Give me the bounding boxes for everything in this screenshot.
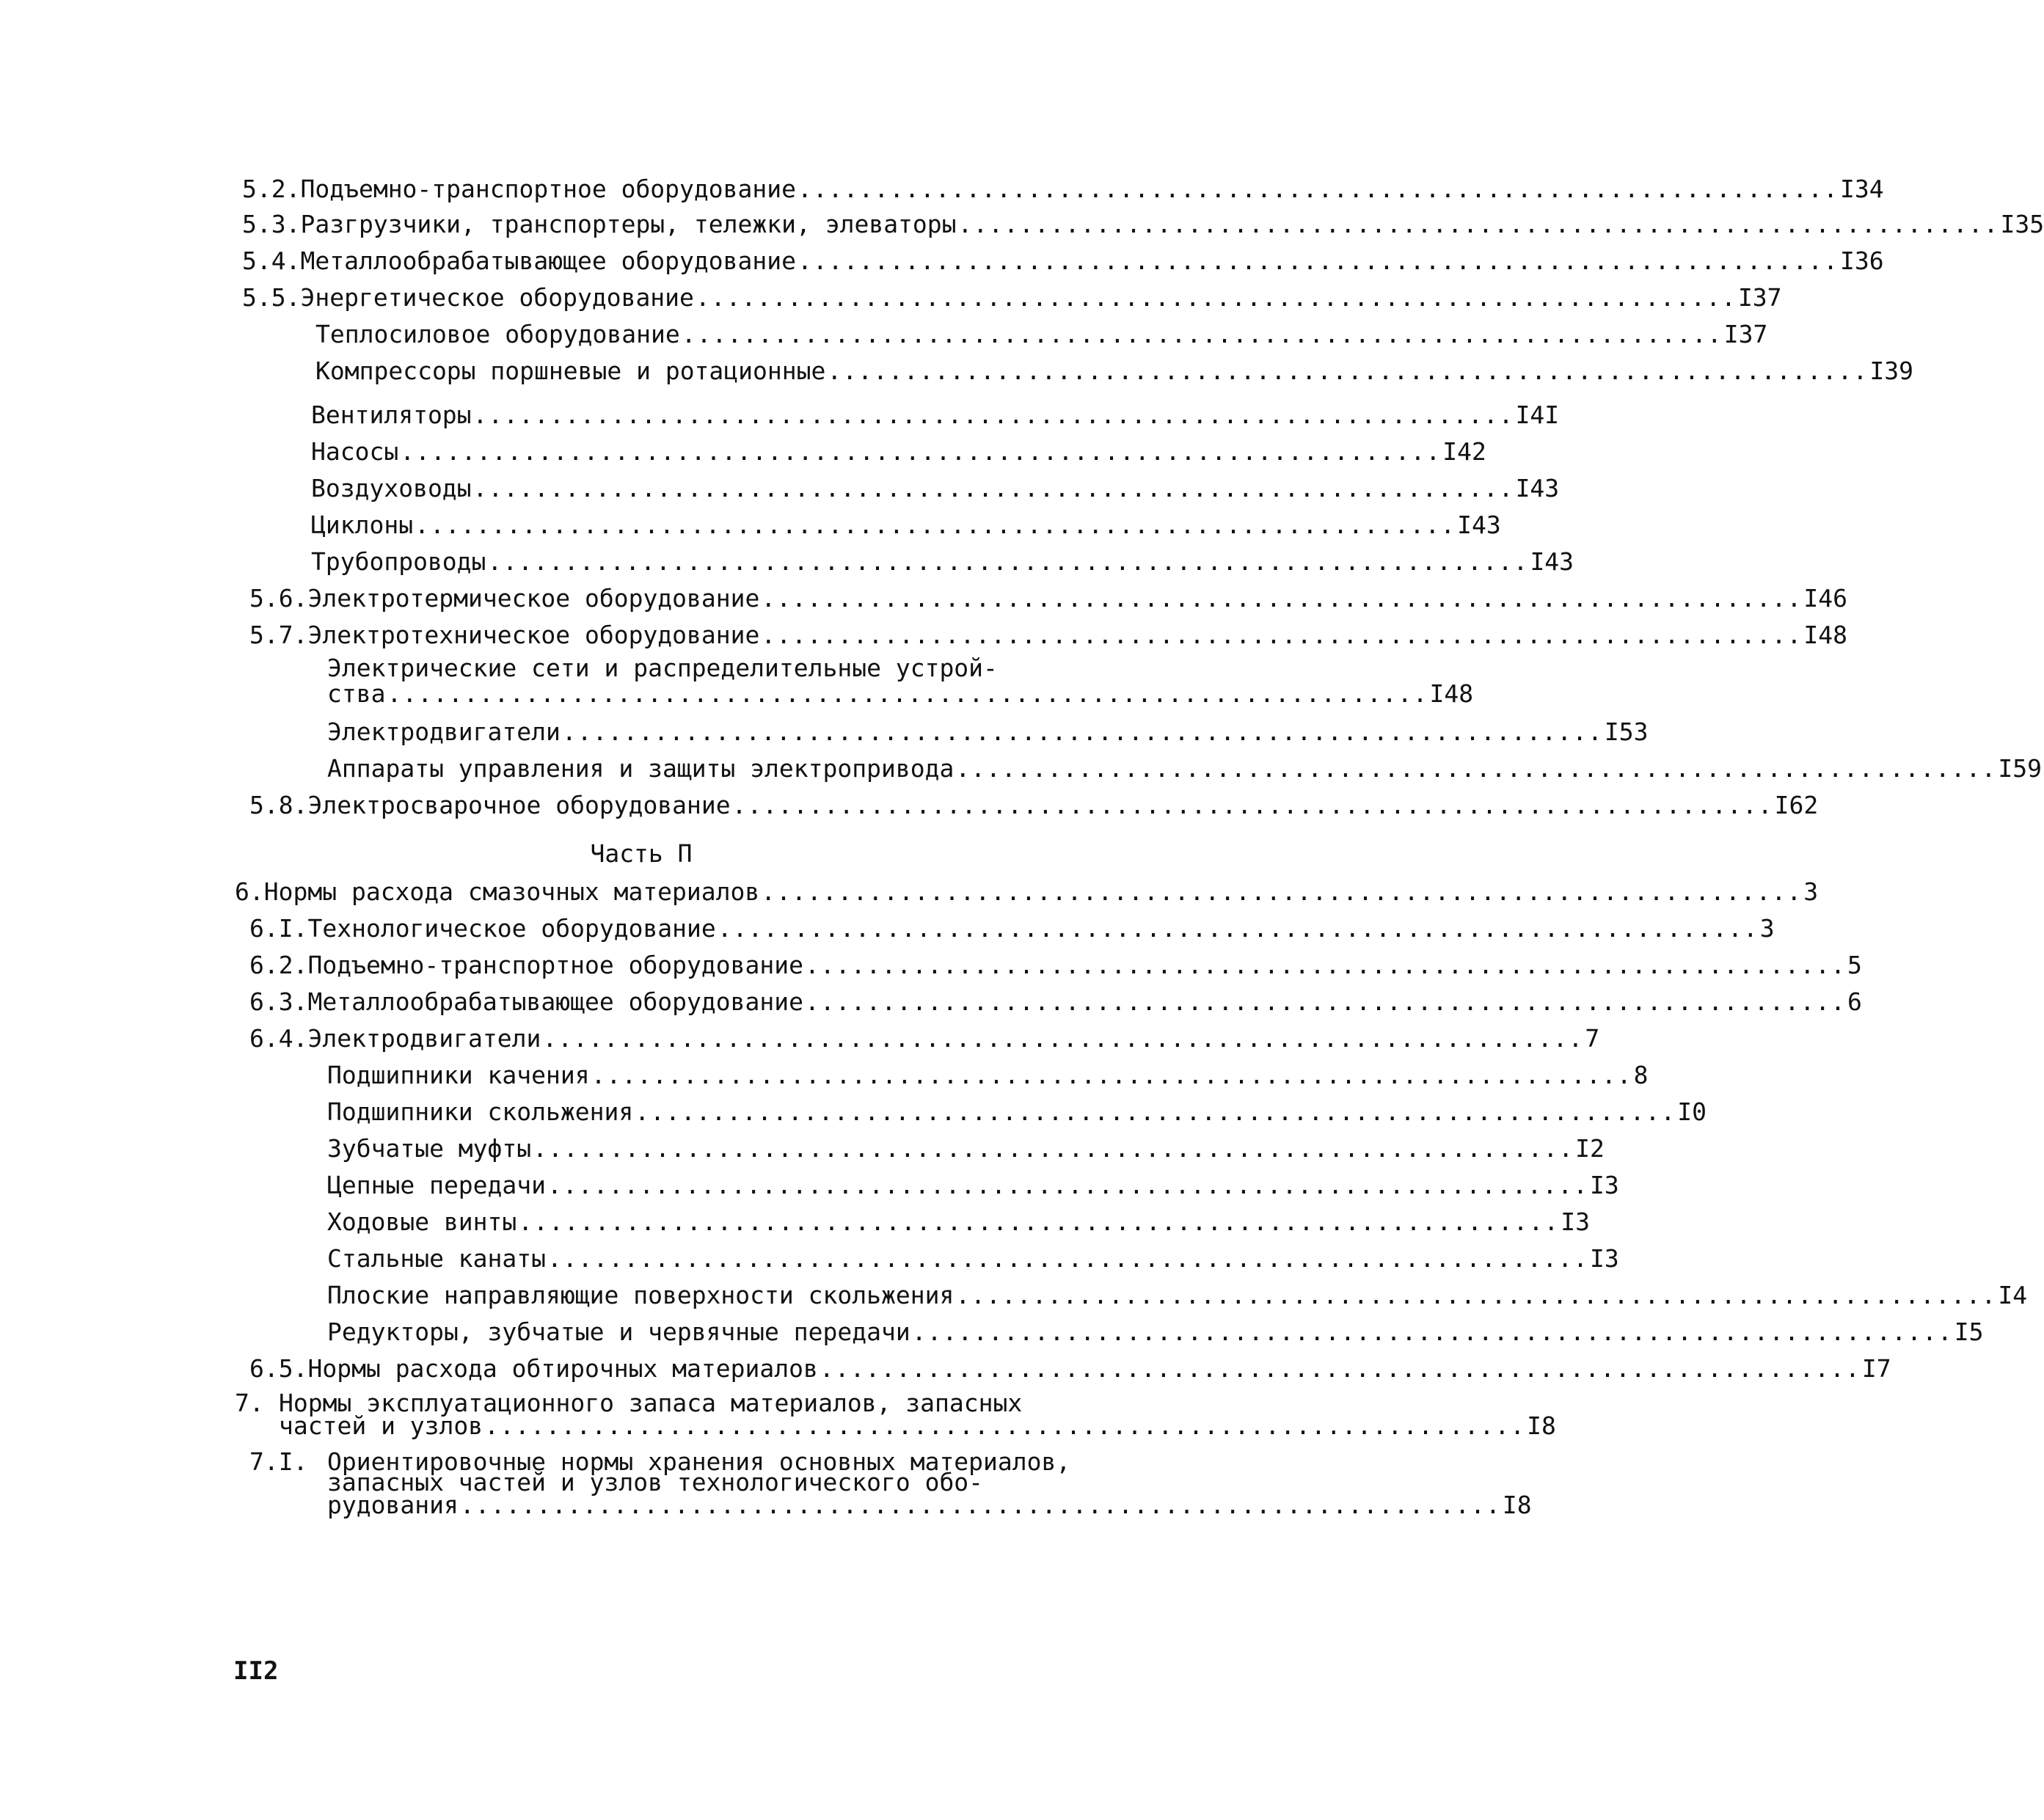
dot-leader: .................................................................... xyxy=(387,679,1428,708)
toc-entry xyxy=(311,547,1574,577)
toc-entry-number: 5.2. xyxy=(242,175,301,203)
toc-entry-page: 3 xyxy=(1759,914,1775,943)
toc-entry-page: I39 xyxy=(1869,357,1913,385)
toc-entry-number: 6.I. xyxy=(249,914,308,943)
toc-entry-title-continued: запасных частей и узлов технологического обо- xyxy=(327,1468,984,1496)
toc-entry-title: Энергетическое оборудование xyxy=(300,283,694,312)
toc-entry-page: I3 xyxy=(1561,1207,1591,1236)
toc-entry-number: 6. xyxy=(235,877,264,906)
page-number: II2 xyxy=(233,1656,279,1686)
toc-entry-page: I37 xyxy=(1723,320,1768,348)
toc-entry-page: I34 xyxy=(1840,175,1884,203)
toc-entry-title-continued: ства xyxy=(327,679,386,708)
toc-entry xyxy=(242,283,1782,313)
part-heading: Часть П xyxy=(590,839,693,868)
toc-entry-page: I46 xyxy=(1803,584,1848,613)
toc-entry xyxy=(327,1061,1649,1090)
toc-entry-number: 5.3. xyxy=(242,210,301,238)
dot-leader: .................................................................... xyxy=(472,474,1514,502)
dot-leader: .................................................................... xyxy=(805,951,1847,979)
dot-leader: .................................................................... xyxy=(957,210,1999,238)
toc-entry xyxy=(315,357,1913,386)
dot-leader: .................................................................... xyxy=(797,246,1839,275)
toc-entry xyxy=(327,1097,1707,1127)
dot-leader: .................................................................... xyxy=(533,1134,1574,1163)
toc-entry-number: 7.I. xyxy=(249,1447,308,1476)
toc-entry-title: Циклоны xyxy=(311,511,414,539)
dot-leader: .................................................................... xyxy=(459,1491,1501,1519)
toc-entry-title: Электрические сети и распределительные устрой- xyxy=(327,654,998,682)
toc-entry xyxy=(327,1318,1984,1347)
toc-entry-title: Ходовые винты xyxy=(327,1207,517,1236)
toc-entry-number: 6.2. xyxy=(249,951,308,979)
toc-entry xyxy=(311,511,1501,540)
toc-entry-title: Цепные передачи xyxy=(327,1171,547,1199)
toc-entry-title: Разгрузчики, транспортеры, тележки, элеваторы xyxy=(300,210,957,238)
dot-leader: .................................................................... xyxy=(761,877,1803,906)
toc-entry-title: Электротермическое оборудование xyxy=(307,584,760,613)
toc-entry xyxy=(311,474,1560,503)
toc-entry-page: I59 xyxy=(1998,754,2042,783)
toc-entry-title-continued: частей и узлов xyxy=(279,1411,483,1440)
toc-entry xyxy=(242,246,1884,276)
toc-entry-number: 5.7. xyxy=(249,621,308,649)
toc-entry xyxy=(311,437,1486,467)
toc-entry-page: I8 xyxy=(1527,1411,1556,1440)
toc-entry-title: Нормы расхода смазочных материалов xyxy=(263,877,760,906)
toc-entry-page: I48 xyxy=(1803,621,1848,649)
dot-leader: .................................................................... xyxy=(805,987,1847,1016)
toc-entry-page: I43 xyxy=(1515,474,1560,502)
toc-entry xyxy=(249,914,1775,943)
toc-entry xyxy=(327,1281,2028,1310)
toc-entry-number: 5.4. xyxy=(242,246,301,275)
toc-entry-page: I48 xyxy=(1429,679,1474,708)
toc-entry xyxy=(249,1354,1891,1384)
toc-entry-number: 6.3. xyxy=(249,987,308,1016)
toc-entry-page: I62 xyxy=(1774,791,1819,819)
dot-leader: .................................................................... xyxy=(561,717,1603,746)
toc-entry-page: I35 xyxy=(2000,210,2044,238)
toc-entry xyxy=(249,987,1862,1017)
toc-entry-page: I53 xyxy=(1604,717,1649,746)
toc-entry-title: Компрессоры поршневые и ротационные xyxy=(315,357,826,385)
toc-entry-title: Нормы эксплуатационного запаса материалов, запасных xyxy=(279,1389,1023,1417)
toc-entry xyxy=(327,754,2042,783)
toc-entry-title: Подшипники качения xyxy=(327,1061,590,1089)
dot-leader: .................................................................... xyxy=(819,1354,1861,1383)
toc-entry-number: 5.8. xyxy=(249,791,308,819)
toc-entry-title: Плоские направляющие поверхности скольжения xyxy=(327,1281,955,1309)
toc-entry-title: Технологическое оборудование xyxy=(307,914,716,943)
dot-leader: .................................................................... xyxy=(547,1244,1589,1273)
toc-entry-number: 5.6. xyxy=(249,584,308,613)
dot-leader: .................................................................... xyxy=(484,1411,1526,1440)
dot-leader: .................................................................... xyxy=(547,1171,1589,1199)
toc-entry-title: Электродвигатели xyxy=(327,717,561,746)
dot-leader: .................................................................... xyxy=(695,283,1737,312)
toc-entry-page: 6 xyxy=(1847,987,1862,1016)
toc-entry xyxy=(242,210,2044,239)
toc-entry-title: Ориентировочные нормы хранения основных материалов, xyxy=(327,1447,1071,1476)
toc-entry-title: Насосы xyxy=(311,437,399,466)
dot-leader: .................................................................... xyxy=(731,791,1773,819)
toc-entry xyxy=(249,791,1819,820)
toc-entry-number: 5.5. xyxy=(242,283,301,312)
toc-entry xyxy=(242,175,1884,204)
toc-entry-title: Вентиляторы xyxy=(311,401,472,429)
toc-entry xyxy=(235,877,1819,907)
toc-entry-page: 8 xyxy=(1633,1061,1649,1089)
toc-entry-title-continued: рудования xyxy=(327,1491,459,1519)
toc-entry-title: Электротехническое оборудование xyxy=(307,621,760,649)
toc-entry-title: Аппараты управления и защиты электропривода xyxy=(327,754,955,783)
toc-entry-page: I4I xyxy=(1515,401,1560,429)
dot-leader: .................................................................... xyxy=(681,320,1723,348)
toc-entry xyxy=(327,1171,1619,1200)
toc-entry-page: 7 xyxy=(1585,1024,1600,1053)
dot-leader: .................................................................... xyxy=(542,1024,1584,1053)
toc-entry-page: I7 xyxy=(1861,1354,1891,1383)
toc-entry-page: I4 xyxy=(1998,1281,2028,1309)
toc-entry-title: Подъемно-транспортное оборудование xyxy=(300,175,796,203)
dot-leader: .................................................................... xyxy=(400,437,1442,466)
toc-entry-page: 5 xyxy=(1847,951,1862,979)
toc-entry xyxy=(327,679,1474,709)
toc-entry-page: I43 xyxy=(1457,511,1501,539)
toc-entry-title: Металлообрабатывающее оборудование xyxy=(307,987,803,1016)
dot-leader: .................................................................... xyxy=(955,1281,1997,1309)
toc-entry xyxy=(327,717,1649,747)
toc-entry-page: I3 xyxy=(1590,1244,1619,1273)
toc-entry xyxy=(311,401,1560,430)
toc-entry-title: Металлообрабатывающее оборудование xyxy=(300,246,796,275)
toc-entry-line xyxy=(279,1411,1556,1441)
dot-leader: .................................................................... xyxy=(487,547,1529,576)
toc-entry-title: Трубопроводы xyxy=(311,547,486,576)
toc-entry-page: 3 xyxy=(1803,877,1819,906)
dot-leader: .................................................................... xyxy=(761,621,1803,649)
toc-entry-page: I8 xyxy=(1502,1491,1532,1519)
dot-leader: .................................................................... xyxy=(518,1207,1560,1236)
toc-entry-page: I3 xyxy=(1590,1171,1619,1199)
dot-leader: .................................................................... xyxy=(415,511,1456,539)
toc-entry-line xyxy=(327,1491,1532,1520)
toc-entry-number: 6.5. xyxy=(249,1354,308,1383)
toc-entry-page: I0 xyxy=(1677,1097,1707,1126)
toc-entry xyxy=(249,951,1862,980)
toc-entry-page: I37 xyxy=(1737,283,1782,312)
toc-entry xyxy=(327,1244,1619,1273)
toc-entry-number: 6.4. xyxy=(249,1024,308,1053)
toc-entry-title: Нормы расхода обтирочных материалов xyxy=(307,1354,818,1383)
toc-entry xyxy=(249,584,1848,613)
toc-entry-title: Воздуховоды xyxy=(311,474,472,502)
dot-leader: .................................................................... xyxy=(591,1061,1632,1089)
toc-entry-title: Теплосиловое оборудование xyxy=(315,320,680,348)
toc-entry-number: 7. xyxy=(235,1389,264,1417)
toc-entry-title: Зубчатые муфты xyxy=(327,1134,532,1163)
dot-leader: .................................................................... xyxy=(761,584,1803,613)
toc-entry-title: Подъемно-транспортное оборудование xyxy=(307,951,803,979)
dot-leader: .................................................................... xyxy=(797,175,1839,203)
toc-entry-title: Стальные канаты xyxy=(327,1244,547,1273)
dot-leader: .................................................................... xyxy=(472,401,1514,429)
toc-entry-title: Подшипники скольжения xyxy=(327,1097,634,1126)
toc-entry-title: Электросварочное оборудование xyxy=(307,791,731,819)
toc-entry-title: Электродвигатели xyxy=(307,1024,541,1053)
toc-entry xyxy=(327,1207,1591,1237)
toc-entry-page: I5 xyxy=(1954,1318,1984,1346)
dot-leader: .................................................................... xyxy=(635,1097,1676,1126)
toc-entry-page: I2 xyxy=(1575,1134,1605,1163)
toc-entry-page: I36 xyxy=(1840,246,1884,275)
toc-entry-page: I42 xyxy=(1442,437,1486,466)
dot-leader: .................................................................... xyxy=(955,754,1997,783)
toc-entry-page: I43 xyxy=(1530,547,1574,576)
dot-leader: .................................................................... xyxy=(827,357,1869,385)
toc-entry xyxy=(249,1024,1600,1053)
toc-entry-title: Редукторы, зубчатые и червячные передачи xyxy=(327,1318,910,1346)
toc-entry xyxy=(249,621,1848,650)
dot-leader: .................................................................... xyxy=(717,914,1759,943)
dot-leader: .................................................................... xyxy=(911,1318,1953,1346)
toc-entry xyxy=(315,320,1768,349)
toc-entry xyxy=(327,1134,1605,1163)
